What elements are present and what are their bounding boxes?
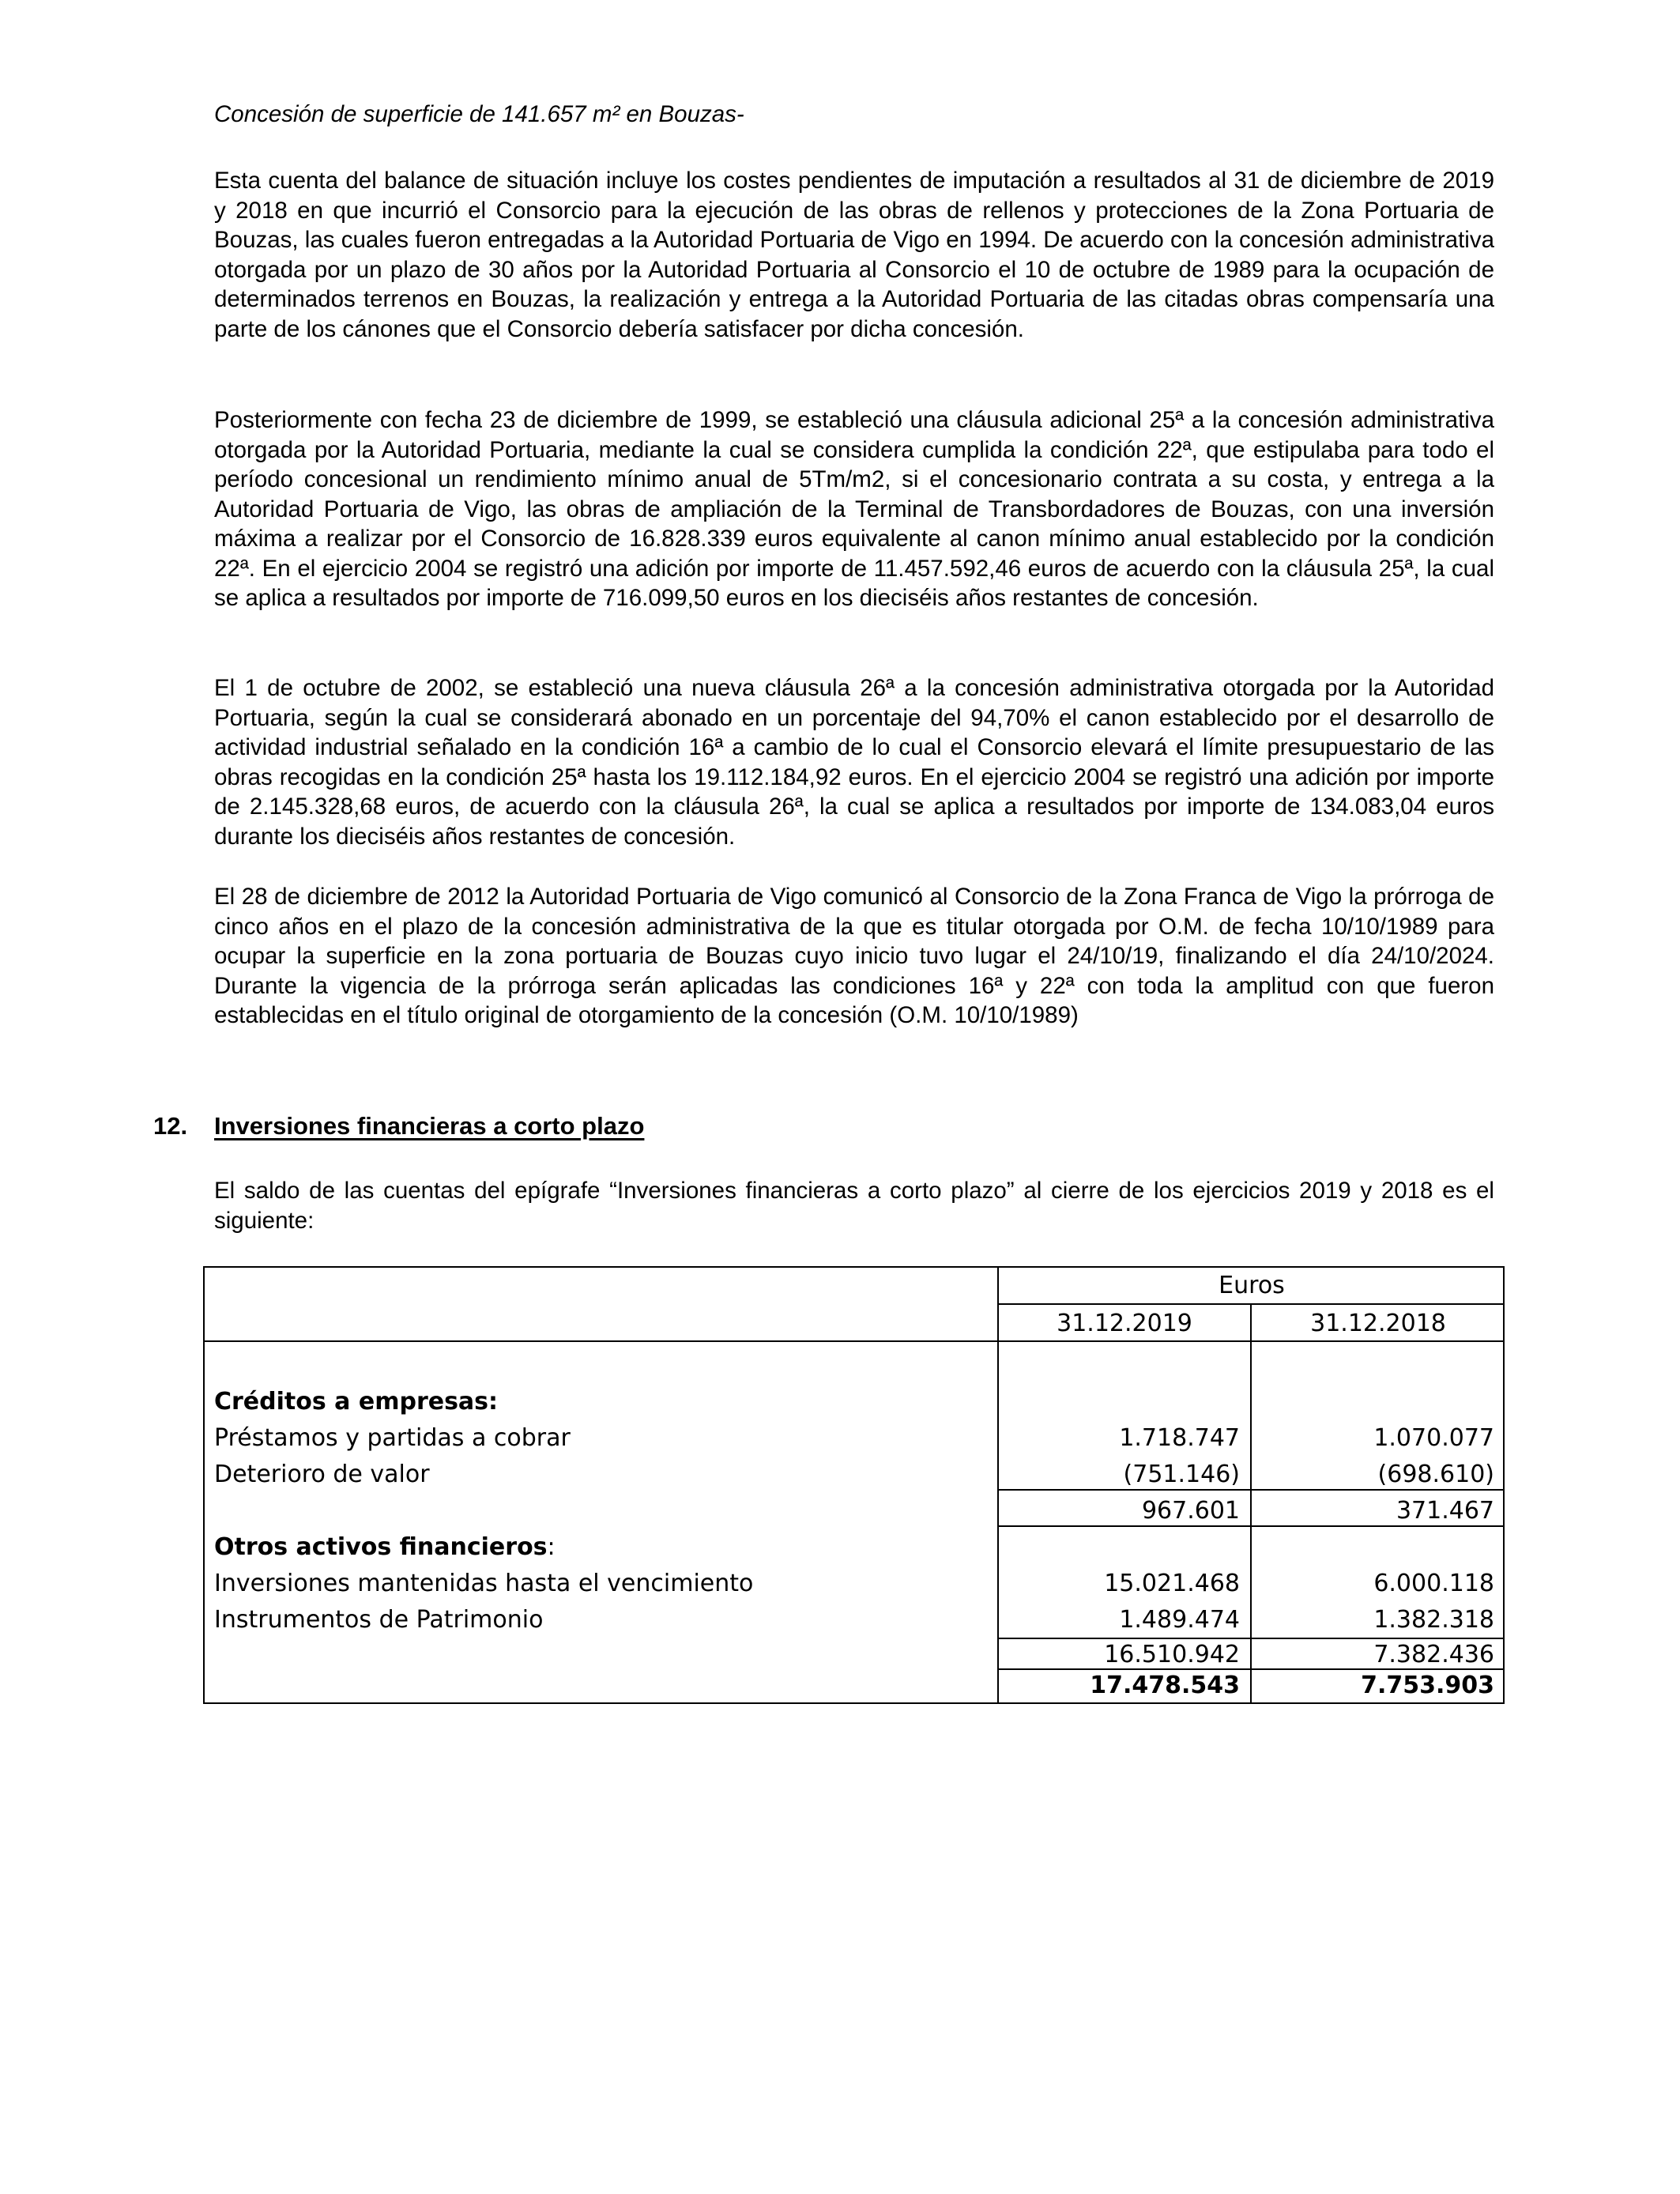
paragraph-3: El 1 de octubre de 2002, se estableció una nueva cláusula 26ª a la concesión administrativa otorgada por la Autoridad Portuaria, según la cual se considerará abonado en un porcentaje del 94,70% el canon establecido por el desarrollo de actividad industrial señalado en la condición 16ª a cambio de lo cual el Consorcio elevará el límite presupuestario de las obras recogidas en la condición 25ª hasta los 19.112.184,92 euros. En el ejercicio 2004 se registró una adición por importe de 2.145.328,68 euros, de acuerdo con la cláusula 26ª, la cual se aplica a resultados por importe de 134.083,04 euros durante los dieciséis años restantes de concesión. xyxy=(214,675,1494,850)
subtotal-1-2019: 967.601 xyxy=(1141,1497,1240,1525)
subtotal-1-2018: 371.467 xyxy=(1396,1497,1494,1525)
header-date-2019: 31.12.2019 xyxy=(1057,1310,1192,1337)
header-date-2018: 31.12.2018 xyxy=(1310,1310,1446,1337)
group-label-creditos: Créditos a empresas: xyxy=(214,1388,499,1416)
group-label-otros xyxy=(214,1530,556,1565)
row-value-2019: 1.718.747 xyxy=(1119,1424,1240,1452)
section-intro: El saldo de las cuentas del epígrafe “Inversiones financieras a corto plazo” al cierre de los ejercicios 2019 y 2018 es el siguiente: xyxy=(214,1178,1494,1234)
total-2019: 17.478.543 xyxy=(1090,1672,1240,1699)
paragraph-4: El 28 de diciembre de 2012 la Autoridad Portuaria de Vigo comunicó al Consorcio de la Zona Franca de Vigo la prórroga de cinco años en el plazo de la concesión administrativa de la que es titular otorgada por O.M. de fecha 10/10/1989 para ocupar la superficie en la zona portuaria de Bouzas cuyo inicio tuvo lugar el 24/10/19, finalizando el día 24/10/2024. Durante la vigencia de la prórroga serán aplicadas las condiciones 16ª y 22ª con toda la amplitud con que fueron establecidas en el título original de otorgamiento de la concesión (O.M. 10/10/1989) xyxy=(214,884,1494,1028)
financial-investments-table xyxy=(203,1266,1505,1704)
total-2018: 7.753.903 xyxy=(1361,1672,1494,1699)
section-title: Inversiones financieras a corto plazo xyxy=(214,1112,645,1140)
row-value-2019: 1.489.474 xyxy=(1119,1606,1240,1634)
concession-subtitle: Concesión de superficie de 141.657 m² en Bouzas- xyxy=(214,101,744,127)
row-label: Préstamos y partidas a cobrar xyxy=(214,1424,571,1452)
section-number: 12. xyxy=(153,1112,188,1140)
group-label-otros-text: Otros activos financieros xyxy=(214,1533,548,1561)
row-value-2018: (698.610) xyxy=(1377,1461,1494,1488)
section-heading xyxy=(153,1111,644,1141)
paragraph-2: Posteriormente con fecha 23 de diciembre de 1999, se estableció una cláusula adicional 25ª a la concesión administrativa otorgada por la Autoridad Portuaria, mediante la cual se considera cumplida la condición 22ª, que estipulaba para todo el período concesional un rendimiento mínimo anual de 5Tm/m2, si el concesionario contrata a su costa, y entrega a la Autoridad Portuaria de Vigo, las obras de ampliación de la Terminal de Transbordadores de Bouzas, con una inversión máxima a realizar por el Consorcio de 16.828.339 euros equivalente al canon mínimo anual establecido por la condición 22ª. En el ejercicio 2004 se registró una adición por importe de 11.457.592,46 euros de acuerdo con la cláusula 25ª, la cual se aplica a resultados por importe de 716.099,50 euros en los dieciséis años restantes de concesión. xyxy=(214,407,1494,611)
subtotal-2-2018: 7.382.436 xyxy=(1373,1641,1494,1668)
column-divider xyxy=(1250,1305,1252,1702)
row-label: Instrumentos de Patrimonio xyxy=(214,1606,544,1634)
row-value-2019: (751.146) xyxy=(1123,1461,1240,1488)
row-value-2019: 15.021.468 xyxy=(1104,1570,1240,1597)
row-value-2018: 1.070.077 xyxy=(1373,1424,1494,1452)
group-label-otros-colon: : xyxy=(547,1533,556,1561)
subtotal-2-2019: 16.510.942 xyxy=(1104,1641,1240,1668)
paragraph-1: Esta cuenta del balance de situación incluye los costes pendientes de imputación a resultados al 31 de diciembre de 2019 y 2018 en que incurrió el Consorcio para la ejecución de las obras de rellenos y protecciones de la Zona Portuaria de Bouzas, las cuales fueron entregadas a la Autoridad Portuaria de Vigo en 1994. De acuerdo con la concesión administrativa otorgada por un plazo de 30 años por la Autoridad Portuaria al Consorcio el 10 de octubre de 1989 para la ocupación de determinados terrenos en Bouzas, la realización y entrega a la Autoridad Portuaria de las citadas obras compensaría una parte de los cánones que el Consorcio debería satisfacer por dicha concesión. xyxy=(214,168,1494,342)
row-divider xyxy=(997,1303,1503,1305)
row-value-2018: 6.000.118 xyxy=(1373,1570,1494,1597)
row-label: Deterioro de valor xyxy=(214,1461,430,1488)
row-label: Inversiones mantenidas hasta el vencimiento xyxy=(214,1570,754,1597)
header-euros: Euros xyxy=(1219,1272,1285,1299)
row-value-2018: 1.382.318 xyxy=(1373,1606,1494,1634)
